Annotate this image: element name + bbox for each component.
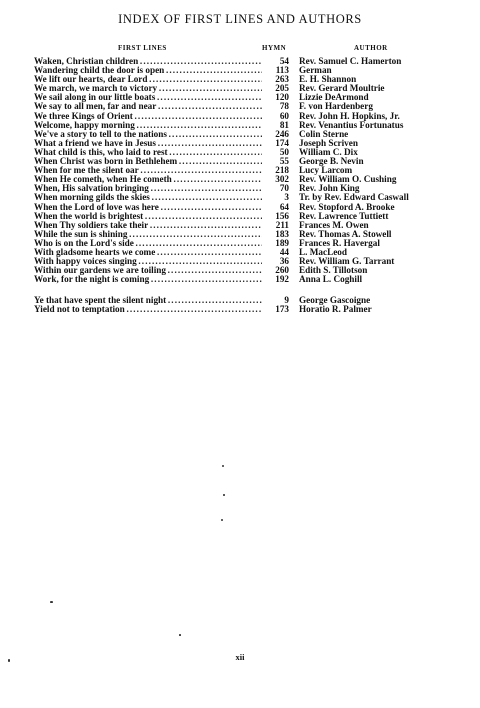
first-line: When, His salvation bringing . . . [34,184,282,193]
index-row [34,239,454,248]
hymn-number: 218 [262,166,289,175]
author-name: Frances M. Owen [299,219,369,230]
index-row [34,275,454,284]
author-name: Lucy Larcom [299,165,353,176]
hymn-number: 81 [262,121,289,130]
print-speck [50,601,53,603]
first-line: Ye that have spent the silent night . . . [34,296,282,305]
first-line: Wandering child the door is open . . . [34,66,282,75]
hymn-number: 189 [262,239,289,248]
first-line: With happy voices singing . . . [34,257,282,266]
index-row [34,157,454,166]
hymn-number: 192 [262,275,289,284]
first-line: We sail along in our little boats . . . [34,93,282,102]
first-line: What a friend we have in Jesus . . . [34,139,282,148]
first-line: We say to all men, far and near . . . [34,102,282,111]
author-name: Rev. William O. Cushing [299,174,397,185]
index-row [34,203,454,212]
author-name: F. von Hardenberg [299,101,373,112]
hymn-number: 64 [262,203,289,212]
first-line: When morning gilds the skies . . . [34,193,282,202]
index-row [34,84,454,93]
author-name: German [299,65,332,76]
hymn-number: 36 [262,257,289,266]
hymn-number: 50 [262,148,289,157]
author-name: Horatio R. Palmer [299,304,372,315]
page-number: xii [235,652,245,662]
author-name: Joseph Scriven [299,137,358,148]
author-column-header: AUTHOR [354,44,388,52]
first-line: While the sun is shining . . . [34,230,282,239]
author-name: Rev. Stopford A. Brooke [299,201,395,212]
page-title: INDEX OF FIRST LINES AND AUTHORS [118,12,362,26]
first-line: Who is on the Lord's side . . . [34,239,282,248]
hymn-number: 302 [262,175,289,184]
first-line: We've a story to tell to the nations . . . [34,130,282,139]
author-name: Rev. William G. Tarrant [299,256,395,267]
author-name: Edith S. Tillotson [299,265,368,276]
hymn-number: 120 [262,93,289,102]
author-name: William C. Dix [299,146,358,157]
hymn-number: 246 [262,130,289,139]
author-name: Rev. Thomas A. Stowell [299,228,392,239]
print-speck [221,519,223,521]
author-name: Rev. John H. Hopkins, Jr. [299,110,400,121]
author-name: Rev. Venantius Fortunatus [299,119,404,130]
first-line: When the world is brightest . . . [34,212,282,221]
section-gap [34,284,454,296]
print-speck [222,465,224,467]
hymn-number: 263 [262,75,289,84]
hymn-number: 44 [262,248,289,257]
author-name: Rev. Samuel C. Hamerton [299,56,402,66]
hymn-number: 205 [262,84,289,93]
hymn-number: 260 [262,266,289,275]
index-row [34,257,454,266]
first-line: With gladsome hearts we come . . . [34,248,282,257]
index-row [34,139,454,148]
print-speck [223,494,225,496]
first-line: Within our gardens we are toiling . . . [34,266,282,275]
index-row [34,57,454,66]
hymn-number: 9 [262,296,289,305]
hymn-number: 183 [262,230,289,239]
index-list [34,57,454,315]
first-line: Welcome, happy morning . . . [34,121,282,130]
author-name: Colin Sterne [299,128,349,139]
index-row [34,66,454,75]
hymn-number: 70 [262,184,289,193]
author-name: Rev. Gerard Moultrie [299,83,385,94]
author-name: Tr. by Rev. Edward Caswall [299,192,409,203]
author-name: Frances R. Havergal [299,237,380,248]
author-name: E. H. Shannon [299,74,357,85]
index-row [34,175,454,184]
index-row [34,148,454,157]
index-row [34,305,454,314]
author-name: George Gascoigne [299,295,371,306]
index-row [34,121,454,130]
first-line: Work, for the night is coming . . . [34,275,282,284]
author-name: Rev. John King [299,183,360,194]
hymn-number: 113 [262,66,289,75]
print-speck [179,634,181,636]
first-line: When for me the silent oar . . . [34,166,282,175]
index-row [34,75,454,84]
first-line: We three Kings of Orient . . . [34,112,282,121]
author-name: Anna L. Coghill [299,274,363,285]
first-line: When the Lord of love was here . . . [34,203,282,212]
hymn-column-header: HYMN [262,44,287,52]
first-line: We march, we march to victory . . . [34,84,282,93]
index-row [34,93,454,102]
hymn-number: 54 [262,57,289,66]
hymn-number: 156 [262,212,289,221]
hymn-number: 174 [262,139,289,148]
hymn-number: 60 [262,112,289,121]
author-name: George B. Nevin [299,156,364,167]
index-row [34,221,454,230]
hymn-number: 173 [262,305,289,314]
index-row [34,130,454,139]
hymn-number: 78 [262,102,289,111]
hymn-number: 55 [262,157,289,166]
first-line: Yield not to temptation . . . [34,305,282,314]
first-line: When Thy soldiers take their . . . [34,221,282,230]
first-line: What child is this, who laid to rest . . . [34,148,282,157]
first-lines-column-header: FIRST LINES [118,44,167,52]
first-line: Waken, Christian children . . . [34,57,282,66]
first-line: When Christ was born in Bethlehem . . . [34,157,282,166]
first-line: When He cometh, when He cometh . . . [34,175,282,184]
author-name: Rev. Lawrence Tuttiett [299,210,389,221]
author-name: L. MacLeod [299,246,347,257]
index-row [34,296,454,305]
hymn-number: 211 [262,221,289,230]
hymn-number: 3 [262,193,289,202]
index-row [34,230,454,239]
index-row [34,212,454,221]
first-line: We lift our hearts, dear Lord . . . [34,75,282,84]
index-row [34,266,454,275]
author-name: Lizzie DeArmond [299,92,369,103]
